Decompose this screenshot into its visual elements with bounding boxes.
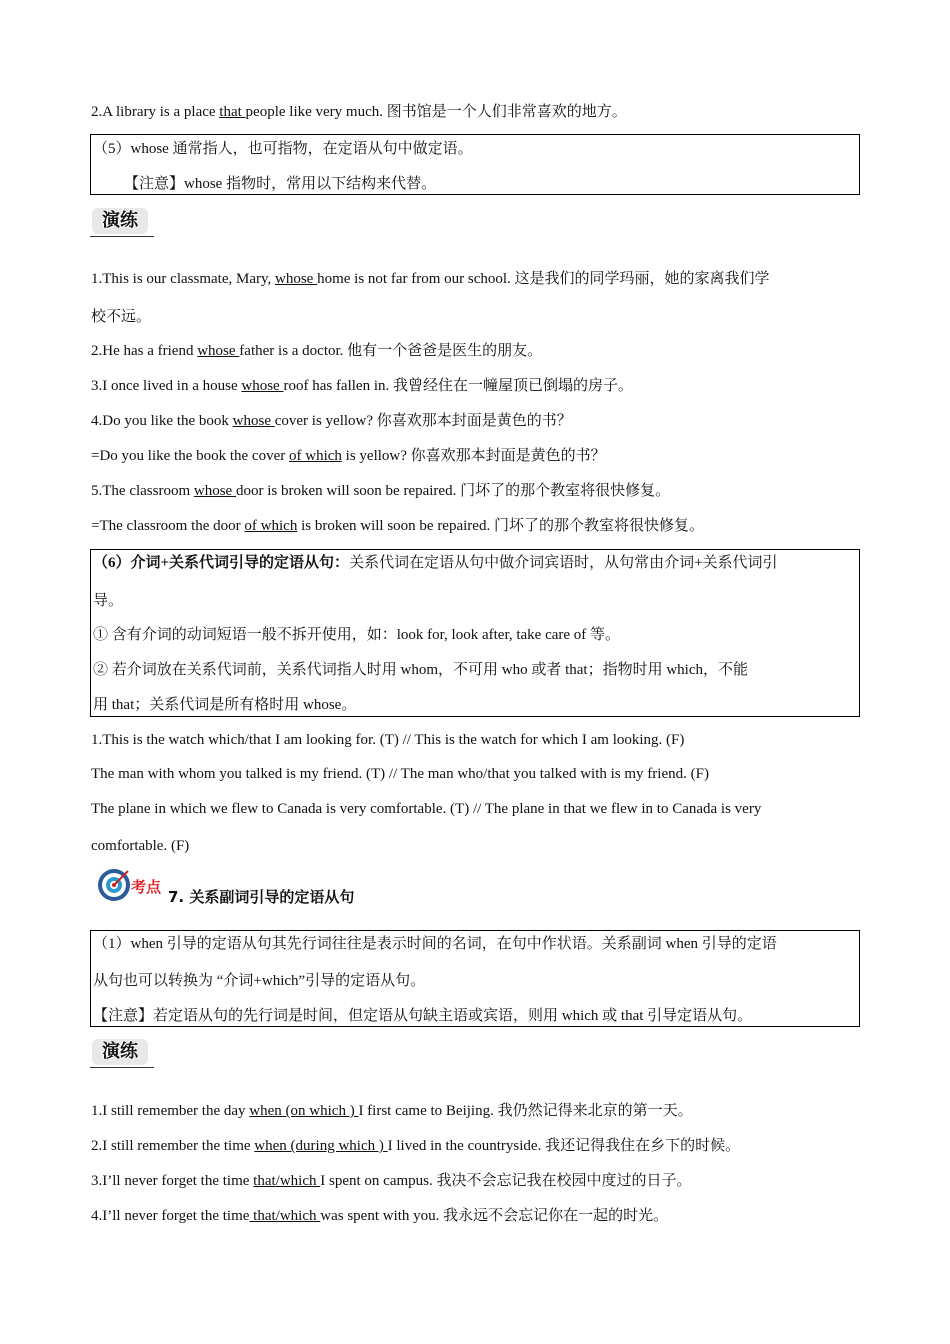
example-line: 2.I still remember the time when (during which ) I lived in the countryside. 我还记得我住在乡下的时候。 xyxy=(91,1138,741,1154)
rule-text: ① 含有介词的动词短语一般不拆开使用，如：look for, look after, take care of 等。 xyxy=(93,627,621,643)
rule-text: 从句也可以转换为 “介词+which”引导的定语从句。 xyxy=(93,973,426,989)
example-line: 1.I still remember the day when (on which ) I first came to Beijing. 我仍然记得来北京的第一天。 xyxy=(91,1103,693,1119)
section-heading: 7. 关系副词引导的定语从句 xyxy=(168,888,355,906)
example-line: 4.I’ll never forget the time that/which was spent with you. 我永远不会忘记你在一起的时光。 xyxy=(91,1208,669,1224)
rule-text: （5）whose 通常指人，也可指物，在定语从句中做定语。 xyxy=(93,141,473,157)
example-line: The plane in which we flew to Canada is very comfortable. (T) // The plane in that we flew in to Canada is very xyxy=(91,801,762,817)
example-line: 2.He has a friend whose father is a doctor. 他有一个爸爸是医生的朋友。 xyxy=(91,343,543,359)
practice-badge: 演练 xyxy=(90,1038,154,1068)
note-text: 【注意】若定语从句的先行词是时间，但定语从句缺主语或宾语，则用 which 或 that 引导定语从句。 xyxy=(93,1008,753,1024)
rule-box-preposition xyxy=(90,549,860,717)
rule-text: （1）when 引导的定语从句其先行词往往是表示时间的名词，在句中作状语。关系副词 when 引导的定语 xyxy=(93,936,777,952)
example-line: 5.The classroom whose door is broken will soon be repaired. 门坏了的那个教室将很快修复。 xyxy=(91,483,671,499)
example-line: 3.I once lived in a house whose roof has fallen in. 我曾经住在一幢屋顶已倒塌的房子。 xyxy=(91,378,634,394)
rule-text: 用 that；关系代词是所有格时用 whose。 xyxy=(93,697,357,713)
example-line: 4.Do you like the book whose cover is yellow? 你喜欢那本封面是黄色的书？ xyxy=(91,413,572,429)
practice-badge: 演练 xyxy=(90,207,154,237)
kaodian-label: 考点 xyxy=(131,878,162,896)
rule-text: ② 若介词放在关系代词前，关系代词指人时用 whom，不可用 who 或者 that；指物时用 which，不能 xyxy=(93,662,748,678)
top-example-line: 2.A library is a place that people like very much. 图书馆是一个人们非常喜欢的地方。 xyxy=(91,104,627,120)
rule-text: （6）介词+关系代词引导的定语从句：关系代词在定语从句中做介词宾语时，从句常由介词+关系代词引 xyxy=(93,555,778,571)
note-text: 【注意】whose 指物时，常用以下结构来代替。 xyxy=(124,176,437,192)
example-line: =Do you like the book the cover of which is yellow? 你喜欢那本封面是黄色的书？ xyxy=(91,448,606,464)
example-line: comfortable. (F) xyxy=(91,838,190,854)
example-line: 1.This is the watch which/that I am looking for. (T) // This is the watch for which I am looking. (F) xyxy=(91,732,685,748)
example-line: 校不远。 xyxy=(91,309,152,325)
example-line: The man with whom you talked is my friend. (T) // The man who/that you talked with is my friend. (F) xyxy=(91,766,709,782)
rule-box-when xyxy=(90,930,860,1027)
example-line: 3.I’ll never forget the time that/which I spent on campus. 我决不会忘记我在校园中度过的日子。 xyxy=(91,1173,692,1189)
rule-box-whose xyxy=(90,134,860,195)
rule-text: 导。 xyxy=(93,593,124,609)
example-line: 1.This is our classmate, Mary, whose home is not far from our school. 这是我们的同学玛丽，她的家离我们学 xyxy=(91,271,770,287)
example-line: =The classroom the door of which is broken will soon be repaired. 门坏了的那个教室将很快修复。 xyxy=(91,518,704,534)
